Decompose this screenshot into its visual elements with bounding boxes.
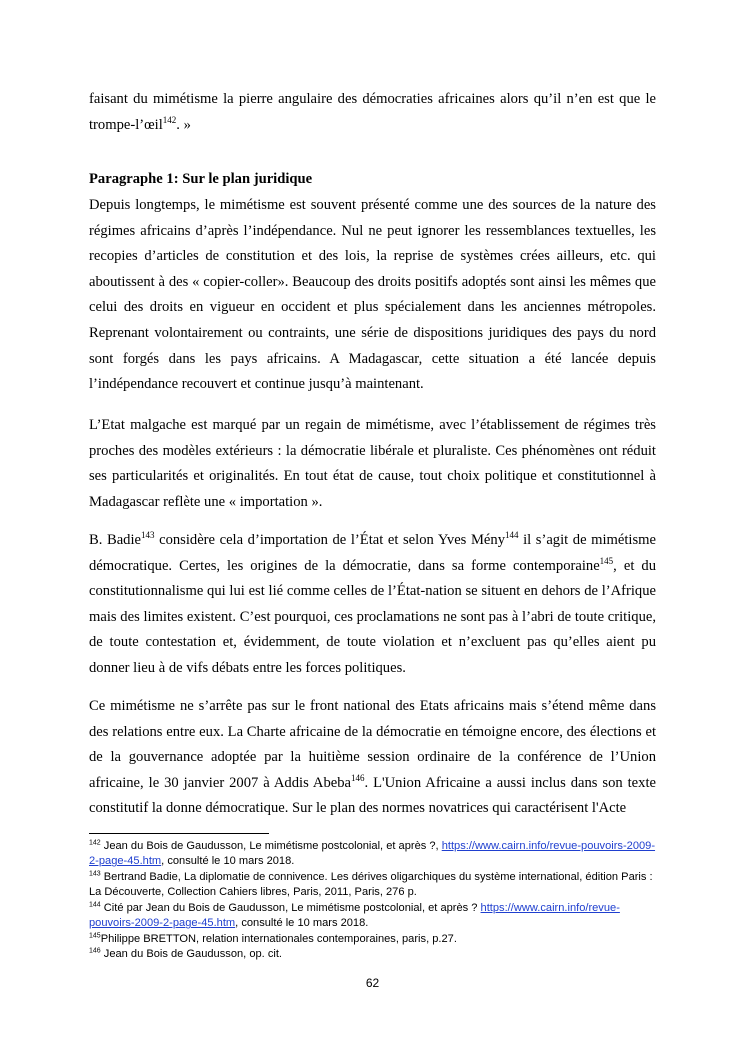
footnote-ref-145[interactable]: 145 <box>599 555 614 566</box>
paragraph-4 <box>89 694 656 822</box>
footnote-ref-143[interactable]: 143 <box>141 530 155 541</box>
footnote-number: 144 <box>89 901 101 909</box>
p3-text-d: , et du constitutionnalisme qui lui est lié comme celles de l’État-nation se situent en dehors de l’Afrique mais des limites existent. C’est pourquoi, ces proclamations ne sont pas à l’abri de toute critique, de toute contestation et, évidemment, de toute violation et n’excluent pas qu’elles aient pu donner lieu à de vifs débats entre les forces politiques. <box>89 557 656 676</box>
p4-text-b: . L'Union Africaine a aussi inclus dans son texte constitutif la donne démocratique. Sur le plan des normes novatrices qui caractérisent l'Acte <box>89 774 656 817</box>
paragraph-3 <box>89 528 656 682</box>
paragraph-2: L’Etat malgache est marqué par un regain de mimétisme, avec l’établissement de régimes très proches des modèles extérieurs : la démocratie libérale et pluraliste. Ces phénomènes ont réduit ses particularités et originalités. En tout état de cause, tout choix politique et constitutionnel à Madagascar reflète une « importation ». <box>89 417 656 510</box>
footnote-ref-146[interactable]: 146 <box>351 772 365 783</box>
footnote-text: Cité par Jean du Bois de Gaudusson, Le mimétisme postcolonial, et après ? <box>100 902 481 914</box>
p3-text-c: il s’agit de mimétisme démocratique. Certes, les origines de la démocratie, dans sa forme contemporaine <box>89 532 656 574</box>
footnote-number: 142 <box>89 839 101 847</box>
intro-paragraph <box>89 87 656 138</box>
page-number: 62 <box>365 976 380 990</box>
footnote-text: Bertrand Badie, La diplomatie de connivence. Les dérives oligarchiques du système international, édition Paris : La Découverte, Collection Cahiers libres, Paris, 2011, Paris, 276 p. <box>89 871 653 899</box>
footnote-text: Philippe BRETTON, relation internationales contemporaines, paris, p.27. <box>100 933 457 945</box>
footnote-text-after: , consulté le 10 mars 2018. <box>235 917 369 930</box>
footnote-separator <box>89 833 269 834</box>
footnote-text: Jean du Bois de Gaudusson, op. cit. <box>100 948 283 960</box>
paragraph-1: Depuis longtemps, le mimétisme est souvent présenté comme une des sources de la nature des régimes africains d’après l’indépendance. Nul ne peut ignorer les ressemblances textuelles, les recopies d’articles de constitution et des lois, la reprise de systèmes crées ailleurs, etc. qui aboutissent à des « copier-coller». Beaucoup des droits positifs adoptés sont ainsi les mêmes que celui des droits en vigueur en occident et plus spécialement dans les anciennes métropoles. Reprenant volontairement ou contraints, une série de dispositions juridiques des pays du nord sont forgés dans les pays africains. A Madagascar, cette situation a été lancée depuis l’indépendance recouvert et continue jusqu’à maintenant. <box>89 197 656 393</box>
footnote-text-after: , consulté le 10 mars 2018. <box>161 855 295 868</box>
section-heading: Paragraphe 1: Sur le plan juridique <box>89 171 313 187</box>
footnote-143 <box>89 870 656 900</box>
p3-text-b: considère cela d’importation de l’État et selon Yves Mény <box>154 532 505 548</box>
footnote-text: Jean du Bois de Gaudusson, Le mimétisme postcolonial, et après ?, <box>100 840 442 852</box>
footnote-number: 146 <box>89 947 101 955</box>
intro-tail: . » <box>176 116 191 133</box>
footnote-144 <box>89 901 656 931</box>
footnote-number: 143 <box>89 870 101 878</box>
footnote-link[interactable]: https://www.cairn.info/revue-pouvoirs-2009-2-page-45.htm <box>89 840 656 868</box>
p4-text-a: Ce mimétisme ne s’arrête pas sur le front national des Etats africains mais s’étend même dans des relations entre eux. La Charte africaine de la démocratie en témoigne encore, des élections et de la gouvernance adoptée par la huitième session ordinaire de la conférence de l’Union africaine, le 30 janvier 2007 à Addis Abeba <box>89 698 656 791</box>
footnote-ref-142[interactable]: 142 <box>162 114 177 125</box>
footnote-ref-144[interactable]: 144 <box>505 530 519 541</box>
footnote-145 <box>89 932 656 947</box>
footnote-number: 145 <box>89 932 101 940</box>
footnote-link[interactable]: https://www.cairn.info/revue-pouvoirs-2009-2-page-45.htm <box>89 902 620 930</box>
footnote-142 <box>89 839 656 869</box>
intro-text: faisant du mimétisme la pierre angulaire des démocraties africaines alors qu’il n’en est que le trompe-l’œil <box>89 91 656 133</box>
p3-text-a: B. Badie <box>89 532 142 548</box>
footnote-146 <box>89 947 656 962</box>
